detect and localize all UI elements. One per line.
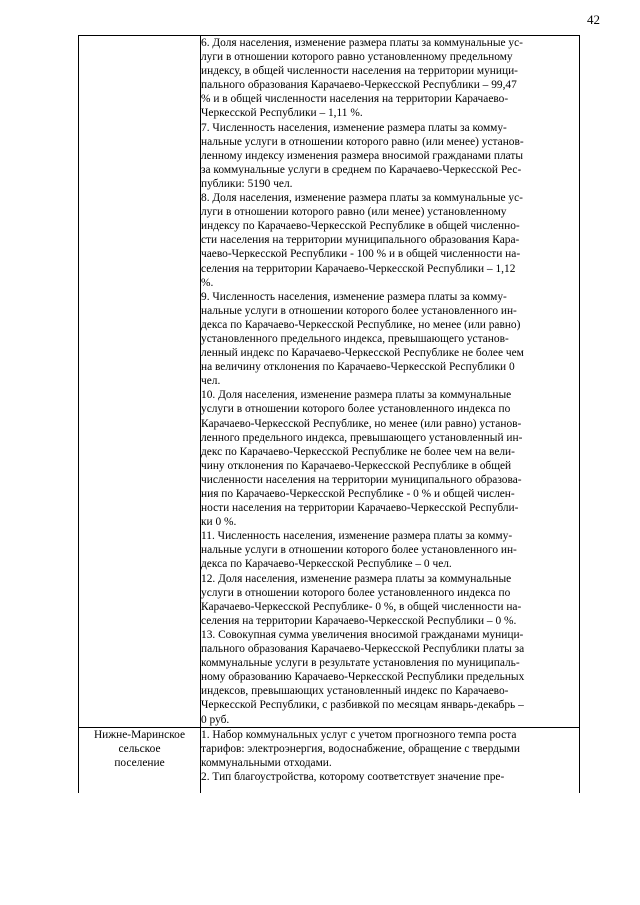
text-line: чел. (201, 375, 221, 388)
text-line: услуги в отношении которого более установленного индекса по (201, 403, 511, 416)
text-line: пального образования Карачаево-Черкесской Республики платы за (201, 643, 525, 656)
text-line: селения на территории Карачаево-Черкесской Республики – 0 %. (201, 614, 517, 627)
text-line: 10. Доля населения, изменение размера платы за коммунальные (201, 389, 512, 402)
text-line: Карачаево-Черкесской Республике, но менее (или равно) установ- (201, 417, 522, 430)
table-row (79, 36, 580, 728)
text-line: луги в отношении которого равно (или менее) установленному (201, 206, 507, 219)
text-line: 8. Доля населения, изменение размера платы за коммунальные ус- (201, 192, 523, 205)
text-line: ности населения на территории Карачаево-Черкесской Республи- (201, 502, 519, 515)
text-line: индексов, превышающих установленный индекс по Карачаево- (201, 685, 509, 698)
text-line: установленного предельного индекса, превышающего установ- (201, 332, 509, 345)
text-line: 13. Совокупная сумма увеличения вносимой гражданами муници- (201, 628, 524, 641)
municipal-indicators-table (78, 35, 580, 793)
text-line: тарифов: электроэнергия, водоснабжение, обращение с твердыми (201, 742, 520, 755)
text-line: Черкесской Республики – 1,11 %. (201, 107, 363, 120)
text-line: ному образованию Карачаево-Черкесской Республики предельных (201, 671, 525, 684)
municipality-name-line: сельское (118, 742, 161, 755)
text-line: пального образования Карачаево-Черкесской Республики – 99,47 (201, 79, 517, 92)
text-line: 9. Численность населения, изменение размера платы за комму- (201, 290, 507, 303)
text-line: нальные услуги в отношении которого равно (или менее) установ- (201, 135, 524, 148)
page-number: 42 (587, 12, 600, 27)
text-line: коммунальными отходами. (201, 756, 332, 769)
text-line: 12. Доля населения, изменение размера платы за коммунальные (201, 572, 512, 585)
text-line: 11. Численность населения, изменение размера платы за комму- (201, 530, 513, 543)
text-line: декса по Карачаево-Черкесской Республике – 0 чел. (201, 558, 452, 571)
text-line: 7. Численность населения, изменение размера платы за комму- (201, 121, 507, 134)
text-line: сти населения на территории муниципального образования Кара- (201, 234, 520, 247)
text-line: 6. Доля населения, изменение размера платы за коммунальные ус- (201, 37, 523, 49)
text-line: селения на территории Карачаево-Черкесской Республики – 1,12 (201, 262, 516, 275)
text-line: индексу, в общей численности населения на территории муници- (201, 65, 518, 78)
text-line: 2. Тип благоустройства, которому соответствует значение пре- (201, 770, 505, 783)
text-line: численности населения на территории муниципального образова- (201, 473, 522, 486)
text-line: декс по Карачаево-Черкесской Республике не более чем на вели- (201, 445, 515, 458)
text-line: 0 руб. (201, 713, 230, 726)
text-line: Черкесской Республики, с разбивкой по месяцам январь-декабрь – (201, 699, 524, 712)
indicators-text-cell (201, 36, 580, 728)
indicators-text-cell (201, 727, 580, 793)
text-line: луги в отношении которого равно установленному предельному (201, 51, 513, 64)
text-line: % и в общей численности населения на территории Карачаево- (201, 93, 509, 106)
municipality-name-cell (79, 36, 201, 728)
text-line: за коммунальные услуги в среднем по Карачаево-Черкесской Рес- (201, 163, 522, 176)
text-line: декса по Карачаево-Черкесской Республике, но менее (или равно) (201, 318, 521, 331)
text-line: ленного предельного индекса, превышающего установленный ин- (201, 431, 523, 444)
text-line: нальные услуги в отношении которого более установленного ин- (201, 304, 517, 317)
text-line: ленный индекс по Карачаево-Черкесской Республике не более чем (201, 347, 524, 360)
text-line: 1. Набор коммунальных услуг с учетом прогнозного темпа роста (201, 728, 517, 741)
text-line: Карачаево-Черкесской Республике- 0 %, в общей численности на- (201, 600, 522, 613)
table-row (79, 727, 580, 793)
municipality-name-line: Нижне-Маринское (93, 728, 186, 741)
municipality-name-line: поселение (114, 756, 165, 769)
text-line: индексу по Карачаево-Черкесской Республике в общей численно- (201, 220, 520, 233)
text-line: %. (201, 276, 214, 289)
text-line: чаево-Черкесской Республики - 100 % и в общей численности на- (201, 248, 521, 261)
text-line: чину отклонения по Карачаево-Черкесской Республике в общей (201, 459, 512, 472)
text-line: услуги в отношении которого более установленного индекса по (201, 586, 511, 599)
text-line: ния по Карачаево-Черкесской Республике - 0 % и общей числен- (201, 488, 515, 500)
text-line: ленному индексу изменения размера вносимой гражданами платы (201, 149, 524, 162)
text-line: нальные услуги в отношении которого более установленного ин- (201, 544, 517, 557)
text-line: коммунальные услуги в результате установления по муниципаль- (201, 657, 520, 670)
municipality-name-cell (79, 727, 201, 793)
text-line: ки 0 %. (201, 516, 237, 529)
text-line: публики: 5190 чел. (201, 177, 293, 190)
text-line: на величину отклонения по Карачаево-Черкесской Республики 0 (201, 361, 515, 374)
